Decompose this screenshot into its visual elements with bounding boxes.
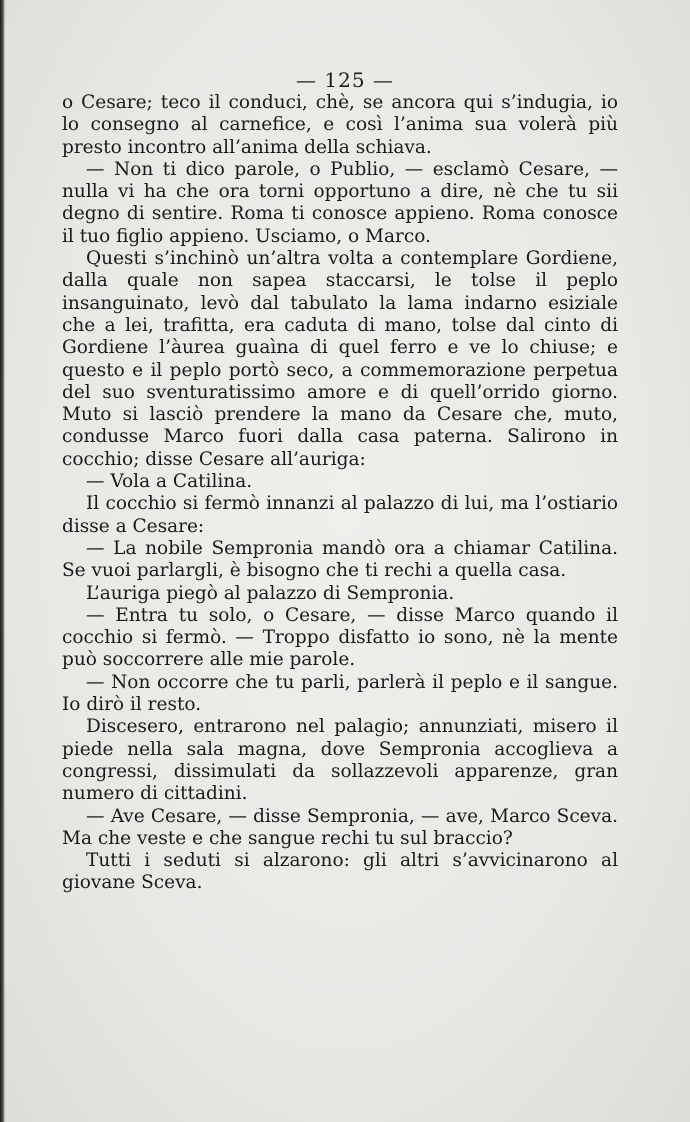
paragraph: — La nobile Sempronia mandò ora a chiamar Catilina. Se vuoi parlargli, è bisogno che ti rechi a quella casa.	[62, 537, 618, 582]
paragraph: Il cocchio si fermò innanzi al palazzo di lui, ma l’ostiario disse a Cesare:	[62, 493, 618, 537]
page-number: — 125 —	[296, 68, 394, 92]
paragraph: Tutti i seduti si alzarono: gli altri s’avvicinarono al giovane Sceva.	[62, 850, 618, 894]
paragraph: — Ave Cesare, — disse Sempronia, — ave, Marco Sceva. Ma che veste e che sangue rechi tu sul braccio?	[62, 805, 618, 849]
body-text	[62, 92, 618, 895]
paragraph: L’auriga piegò al palazzo di Sempronia.	[86, 582, 455, 604]
paragraph: Discesero, entrarono nel palagio; annunziati, misero il piede nella sala magna, dove Sempronia accoglieva a congressi, dissimulati da sollazzevoli apparenze, gran numero di cittadini.	[62, 716, 618, 805]
paragraph: o Cesare; teco il conduci, chè, se ancora qui s’indugia, io lo consegno al carnefice, e così l’anima sua volerà più presto incontro all’anima della schiava.	[62, 92, 618, 158]
paragraph: Questi s’inchinò un’altra volta a contemplare Gordiene, dalla quale non sapea staccarsi, le tolse il peplo insanguinato, levò dal tabulato la lama indarno esiziale che a lei, trafitta, era caduta di mano, tolse dal cinto di Gordiene l’àurea guaìna di quel ferro e ve lo chiuse; e questo e il peplo portò seco, a commemorazione perpetua del suo sventuratissimo amore e di quell’orrido giorno. Muto si lasciò prendere la mano da Cesare che, muto, condusse Marco fuori dalla casa paterna. Salirono in cocchio; disse Cesare all’auriga:	[62, 248, 618, 470]
binding-edge	[0, 0, 5, 1122]
paragraph: — Non ti dico parole, o Publio, — esclamò Cesare, — nulla vi ha che ora torni opportuno a dire, nè che tu sii degno di sentire. Roma ti conosce appieno. Roma conosce il tuo figlio appieno. Usciamo, o Marco.	[62, 158, 618, 247]
paragraph: — Vola a Catilina.	[86, 471, 253, 493]
paragraph: — Non occorre che tu parli, parlerà il peplo e il sangue. Io dirò il resto.	[62, 671, 618, 716]
paragraph: — Entra tu solo, o Cesare, — disse Marco quando il cocchio si fermò. — Troppo disfatto io sono, nè la mente può soccorrere alle mie parole.	[62, 604, 618, 671]
